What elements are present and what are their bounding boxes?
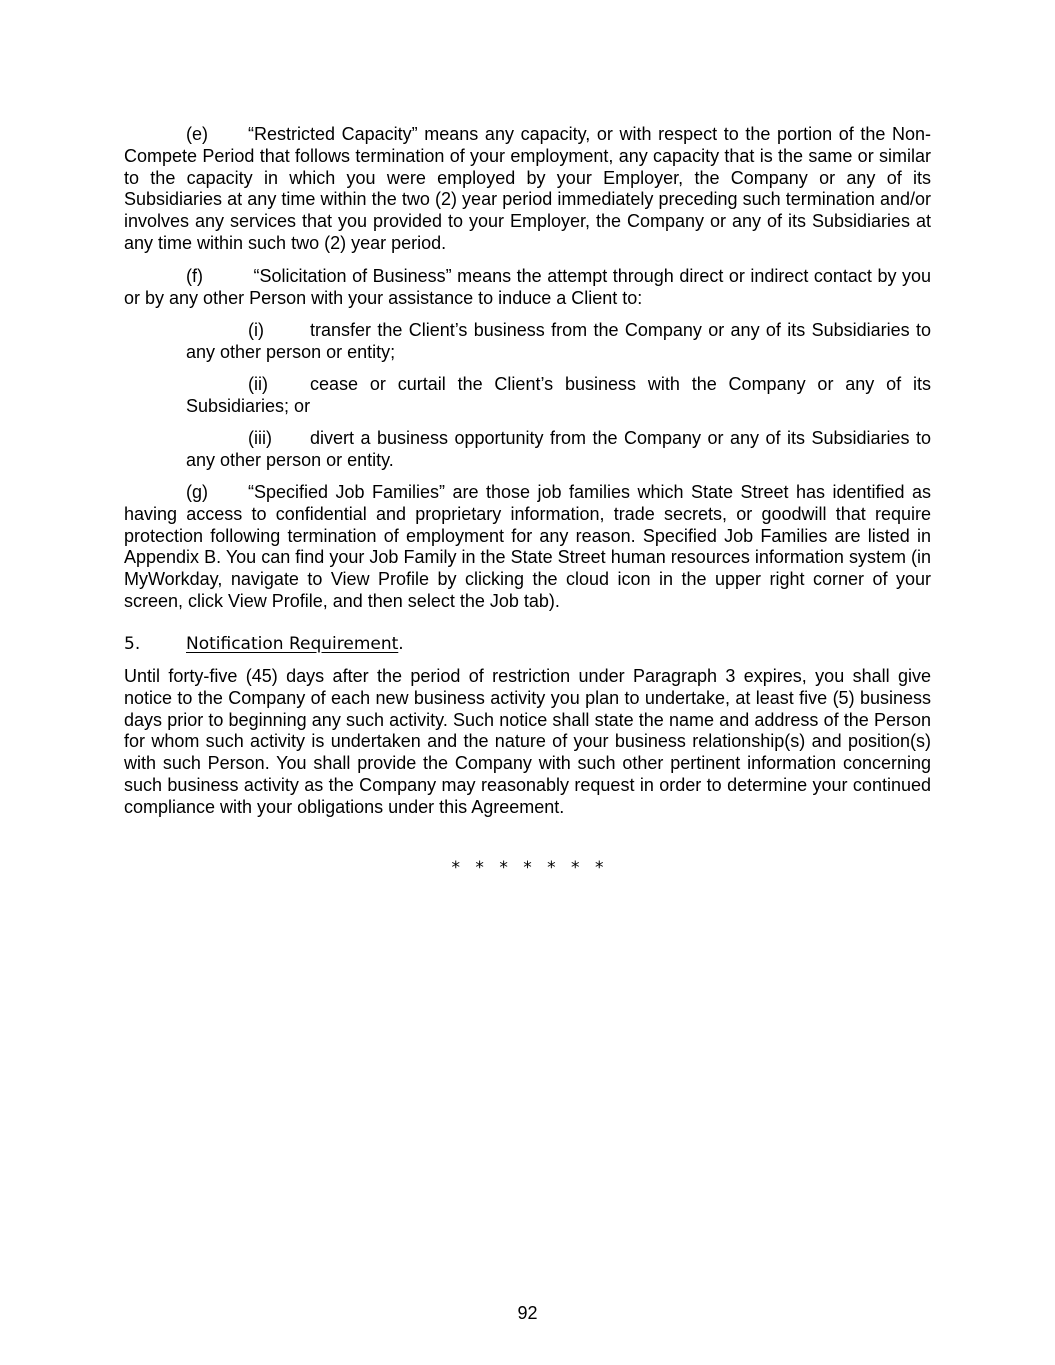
sub-item-ii-marker: (ii)	[248, 374, 268, 394]
paragraph-e-text: “Restricted Capacity” means any capacity, or with respect to the portion of the Non-Compete Period that follows termination of your employment, any capacity that is the same or similar to the capacity in which you were employed by your Employer, the Company or any of its Subsidiaries at any time within the two (2) year period immediately preceding such termination and/or involves any services that you provided to your Employer, the Company or any of its Subsidiaries at any time within such two (2) year period.	[124, 124, 931, 253]
section-separator: * * * * * * *	[451, 858, 604, 878]
paragraph-g	[124, 482, 931, 613]
sub-item-i-text: transfer the Client’s business from the Company or any of its Subsidiaries to any other person or entity;	[186, 320, 931, 362]
sub-item-i-marker: (i)	[248, 320, 264, 340]
section-5-heading	[124, 633, 404, 655]
paragraph-f	[124, 266, 931, 310]
section-5-paragraph: Until forty-five (45) days after the period of restriction under Paragraph 3 expires, you shall give notice to the Company of each new business activity you plan to undertake, at least five (5) business days prior to beginning any such activity. Such notice shall state the name and address of the Person for whom such activity is undertaken and the nature of your business relationship(s) and position(s) with such Person. You shall provide the Company with such other pertinent information concerning such business activity as the Company may reasonably request in order to determine your continued compliance with your obligations under this Agreement.	[124, 666, 931, 817]
paragraph-g-text: “Specified Job Families” are those job families which State Street has identified as having access to confidential and proprietary information, trade secrets, or goodwill that require protection following termination of employment for any reason. Specified Job Families are listed in Appendix B. You can find your Job Family in the State Street human resources information system (in MyWorkday, navigate to View Profile by clicking the cloud icon in the upper right corner of your screen, click View Profile, and then select the Job tab).	[124, 482, 931, 611]
sub-item-iii	[186, 428, 931, 472]
paragraph-e	[124, 124, 931, 255]
section-5-number: 5.	[124, 634, 141, 654]
sub-item-ii	[186, 374, 931, 418]
page-number: 92	[517, 1303, 538, 1323]
paragraph-f-text: “Solicitation of Business” means the attempt through direct or indirect contact by you or by any other Person with your assistance to induce a Client to:	[124, 266, 931, 308]
sub-item-i	[186, 320, 931, 364]
paragraph-f-marker: (f)	[186, 266, 203, 286]
sub-item-ii-text: cease or curtail the Client’s business with the Company or any of its Subsidiaries; or	[186, 374, 931, 416]
section-5-title: Notification Requirement	[186, 634, 399, 654]
sub-item-iii-text: divert a business opportunity from the Company or any of its Subsidiaries to any other person or entity.	[186, 428, 931, 470]
section-5-title-suffix: .	[398, 634, 404, 654]
sub-item-iii-marker: (iii)	[248, 428, 272, 448]
paragraph-g-marker: (g)	[186, 482, 208, 502]
paragraph-e-marker: (e)	[186, 124, 208, 144]
